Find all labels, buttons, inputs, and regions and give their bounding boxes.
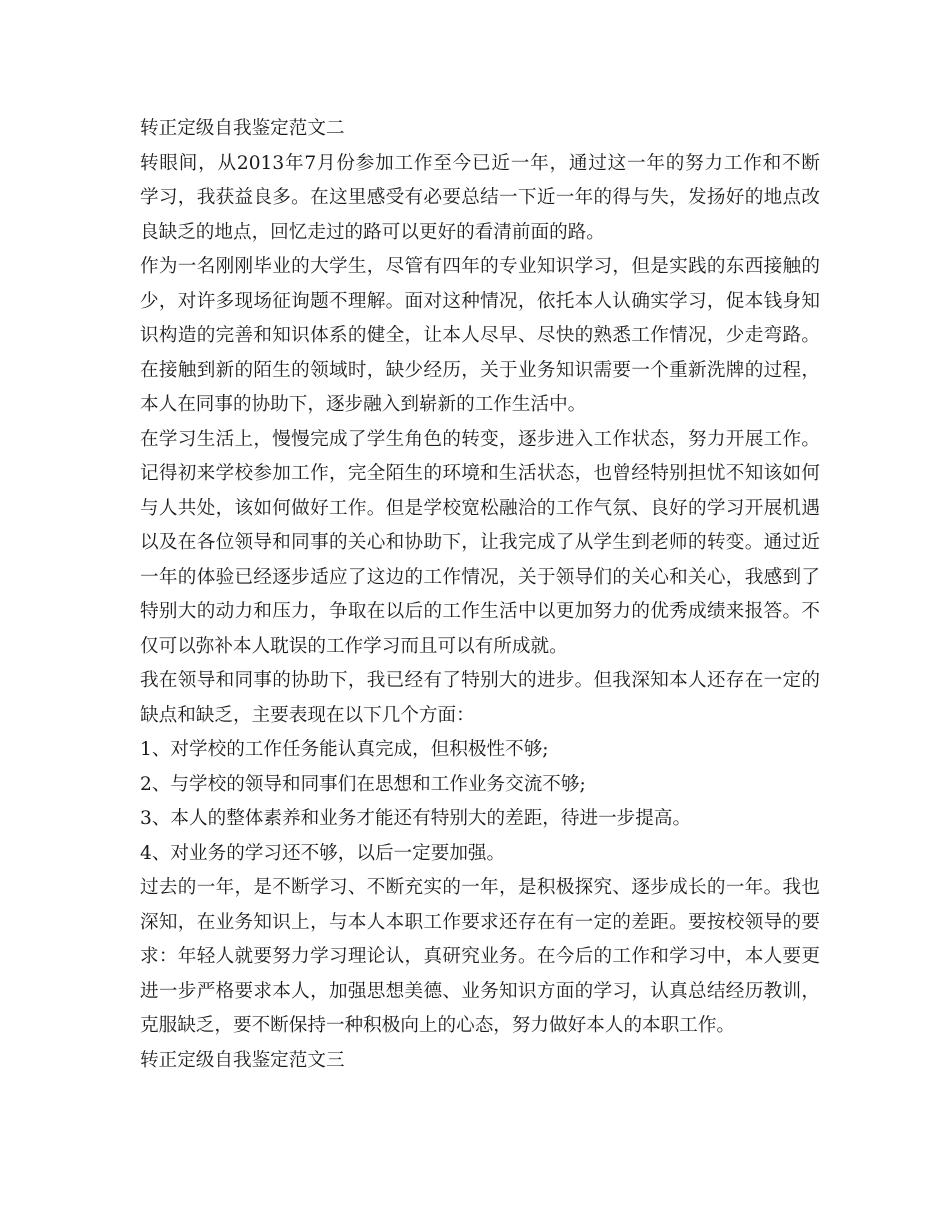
paragraph-line: 缺点和缺乏，主要表现在以下几个方面：: [140, 704, 475, 726]
paragraph-line: 少，对许多现场征询题不理解。面对这种情况，依托本人认确实学习，促本钱身知: [140, 290, 820, 312]
paragraph-line: 学习，我获益良多。在这里感受有必要总结一下近一年的得与失，发扬好的地点改: [140, 187, 820, 208]
paragraph-line: 进一步严格要求本人，加强思想美德、业务知识方面的学习，认真总结经历教训，: [140, 980, 820, 1002]
section-heading: 转正定级自我鉴定范文三: [140, 1049, 345, 1071]
paragraph-line: 我在领导和同事的协助下，我已经有了特别大的进步。但我深知本人还存在一定的: [140, 670, 820, 691]
list-item: 4、对业务的学习还不够，以后一定要加强。: [140, 842, 506, 864]
paragraph-shortcomings: [140, 664, 820, 733]
paragraph-summary: [140, 871, 820, 1044]
paragraph-line: 与人共处，该如何做好工作。但是学校宽松融洽的工作气氛、良好的学习开展机遇: [140, 497, 820, 519]
paragraph-line: 作为一名刚刚毕业的大学生，尽管有四年的专业知识学习，但是实践的东西接触的: [140, 256, 820, 277]
list-item: 1、对学校的工作任务能认真完成，但积极性不够;: [140, 739, 549, 760]
paragraph-line: 深知，在业务知识上，与本人本职工作要求还存在有一定的差距。要按校领导的要: [140, 911, 820, 933]
paragraph-line: 本人在同事的协助下，逐步融入到崭新的工作生活中。: [140, 394, 587, 415]
paragraph-graduate: [140, 250, 820, 423]
paragraph-line: 转眼间，从2013年7月份参加工作至今已近一年，通过这一年的努力工作和不断: [140, 152, 820, 174]
paragraph-line: 一年的体验已经逐步适应了这边的工作情况，关于领导们的关心和关心，我感到了: [140, 566, 820, 588]
paragraph-line: 良缺乏的地点，回忆走过的路可以更好的看清前面的路。: [140, 221, 605, 243]
paragraph-line: 求：年轻人就要努力学习理论认，真研究业务。在今后的工作和学习中，本人要更: [140, 946, 820, 967]
paragraph-line: 以及在各位领导和同事的关心和协助下，让我完成了从学生到老师的转变。通过近: [140, 532, 820, 553]
paragraph-line: 识构造的完善和知识体系的健全，让本人尽早、尽快的熟悉工作情况，少走弯路。: [140, 325, 820, 346]
list-item: 2、与学校的领导和同事们在思想和工作业务交流不够;: [140, 773, 586, 795]
paragraph-line: 过去的一年，是不断学习、不断充实的一年，是积极探究、逐步成长的一年。我也: [140, 877, 820, 898]
paragraph-intro: [140, 147, 820, 251]
section-heading: 转正定级自我鉴定范文二: [140, 118, 345, 139]
paragraph-line: 特别大的动力和压力，争取在以后的工作生活中以更加努力的优秀成绩来报答。不: [140, 601, 820, 622]
paragraph-line: 在接触到新的陌生的领域时，缺少经历，关于业务知识需要一个重新洗牌的过程，: [140, 359, 820, 381]
paragraph-line: 仅可以弥补本人耽误的工作学习而且可以有所成就。: [140, 635, 568, 657]
paragraph-line: 克服缺乏，要不断保持一种积极向上的心态，努力做好本人的本职工作。: [140, 1015, 736, 1036]
paragraph-line: 在学习生活上，慢慢完成了学生角色的转变，逐步进入工作状态，努力开展工作。: [140, 428, 820, 450]
paragraph-line: 记得初来学校参加工作，完全陌生的环境和生活状态，也曾经特别担忧不知该如何: [140, 463, 820, 484]
document-body: [140, 112, 820, 1078]
paragraph-study-life: [140, 423, 820, 665]
list-item: 3、本人的整体素养和业务才能还有特别大的差距，待进一步提高。: [140, 808, 692, 829]
